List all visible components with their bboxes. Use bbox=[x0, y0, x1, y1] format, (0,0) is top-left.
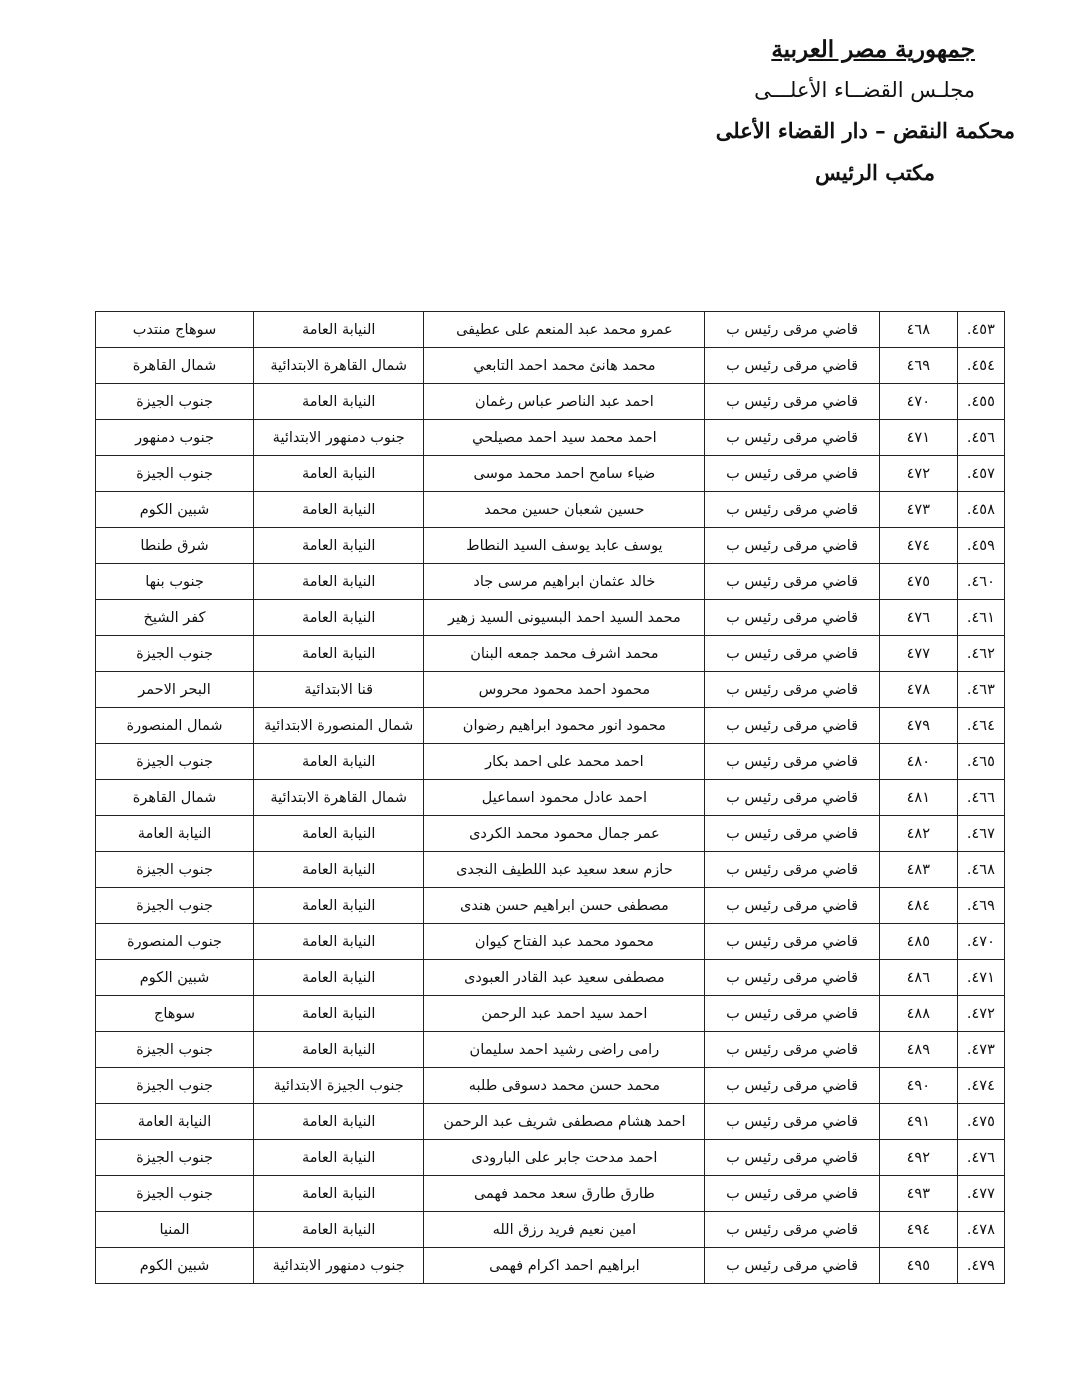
current-post-cell: النيابة العامة bbox=[254, 636, 424, 672]
title-cell: قاضي مرقى رئيس ب bbox=[705, 1212, 879, 1248]
new-post-cell: جنوب الجيزة bbox=[96, 384, 254, 420]
number-cell: ٤٨٤ bbox=[879, 888, 957, 924]
title-cell: قاضي مرقى رئيس ب bbox=[705, 924, 879, 960]
sequence-cell: ٤٦٧. bbox=[957, 816, 1004, 852]
name-cell: محمد حسن محمد دسوقى طلبه bbox=[424, 1068, 705, 1104]
number-cell: ٤٩٠ bbox=[879, 1068, 957, 1104]
new-post-cell: جنوب الجيزة bbox=[96, 888, 254, 924]
number-cell: ٤٨٢ bbox=[879, 816, 957, 852]
title-cell: قاضي مرقى رئيس ب bbox=[705, 492, 879, 528]
new-post-cell: شرق طنطا bbox=[96, 528, 254, 564]
number-cell: ٤٨٦ bbox=[879, 960, 957, 996]
title-cell: قاضي مرقى رئيس ب bbox=[705, 1140, 879, 1176]
table-row bbox=[96, 384, 1005, 420]
sequence-cell: ٤٧١. bbox=[957, 960, 1004, 996]
title-cell: قاضي مرقى رئيس ب bbox=[705, 996, 879, 1032]
new-post-cell: جنوب دمنهور bbox=[96, 420, 254, 456]
number-cell: ٤٧٧ bbox=[879, 636, 957, 672]
sequence-cell: ٤٦٦. bbox=[957, 780, 1004, 816]
number-cell: ٤٨٨ bbox=[879, 996, 957, 1032]
new-post-cell: النيابة العامة bbox=[96, 816, 254, 852]
title-cell: قاضي مرقى رئيس ب bbox=[705, 1248, 879, 1284]
title-cell: قاضي مرقى رئيس ب bbox=[705, 672, 879, 708]
sequence-cell: ٤٦٣. bbox=[957, 672, 1004, 708]
new-post-cell: جنوب الجيزة bbox=[96, 744, 254, 780]
sequence-cell: ٤٧٦. bbox=[957, 1140, 1004, 1176]
sequence-cell: ٤٥٥. bbox=[957, 384, 1004, 420]
current-post-cell: النيابة العامة bbox=[254, 1212, 424, 1248]
new-post-cell: جنوب الجيزة bbox=[96, 1140, 254, 1176]
current-post-cell: شمال القاهرة الابتدائية bbox=[254, 348, 424, 384]
title-cell: قاضي مرقى رئيس ب bbox=[705, 420, 879, 456]
new-post-cell: جنوب الجيزة bbox=[96, 1032, 254, 1068]
new-post-cell: جنوب المنصورة bbox=[96, 924, 254, 960]
title-cell: قاضي مرقى رئيس ب bbox=[705, 744, 879, 780]
name-cell: احمد محمد سيد احمد مصيلحي bbox=[424, 420, 705, 456]
table-row bbox=[96, 744, 1005, 780]
name-cell: احمد مدحت جابر على البارودى bbox=[424, 1140, 705, 1176]
new-post-cell: سوهاج منتدب bbox=[96, 312, 254, 348]
name-cell: حسين شعبان حسين محمد bbox=[424, 492, 705, 528]
table-row bbox=[96, 708, 1005, 744]
table-row bbox=[96, 1248, 1005, 1284]
name-cell: محمود احمد محمود محروس bbox=[424, 672, 705, 708]
name-cell: مصطفى حسن ابراهيم حسن هندى bbox=[424, 888, 705, 924]
table-row bbox=[96, 312, 1005, 348]
number-cell: ٤٩٥ bbox=[879, 1248, 957, 1284]
sequence-cell: ٤٦٠. bbox=[957, 564, 1004, 600]
table-row bbox=[96, 1176, 1005, 1212]
title-cell: قاضي مرقى رئيس ب bbox=[705, 888, 879, 924]
number-cell: ٤٧٠ bbox=[879, 384, 957, 420]
new-post-cell: كفر الشيخ bbox=[96, 600, 254, 636]
title-cell: قاضي مرقى رئيس ب bbox=[705, 312, 879, 348]
number-cell: ٤٩٢ bbox=[879, 1140, 957, 1176]
table-row bbox=[96, 420, 1005, 456]
name-cell: احمد محمد على احمد بكار bbox=[424, 744, 705, 780]
sequence-cell: ٤٥٩. bbox=[957, 528, 1004, 564]
table-row bbox=[96, 780, 1005, 816]
current-post-cell: النيابة العامة bbox=[254, 492, 424, 528]
name-cell: رامى راضى رشيد احمد سليمان bbox=[424, 1032, 705, 1068]
title-cell: قاضي مرقى رئيس ب bbox=[705, 852, 879, 888]
sequence-cell: ٤٧٤. bbox=[957, 1068, 1004, 1104]
table-row bbox=[96, 564, 1005, 600]
number-cell: ٤٩١ bbox=[879, 1104, 957, 1140]
current-post-cell: قنا الابتدائية bbox=[254, 672, 424, 708]
new-post-cell: شبين الكوم bbox=[96, 492, 254, 528]
number-cell: ٤٧٢ bbox=[879, 456, 957, 492]
current-post-cell: النيابة العامة bbox=[254, 960, 424, 996]
sequence-cell: ٤٦١. bbox=[957, 600, 1004, 636]
current-post-cell: النيابة العامة bbox=[254, 852, 424, 888]
sequence-cell: ٤٦٢. bbox=[957, 636, 1004, 672]
number-cell: ٤٧٦ bbox=[879, 600, 957, 636]
current-post-cell: النيابة العامة bbox=[254, 1140, 424, 1176]
sequence-cell: ٤٥٨. bbox=[957, 492, 1004, 528]
name-cell: احمد هشام مصطفى شريف عبد الرحمن bbox=[424, 1104, 705, 1140]
new-post-cell: شمال القاهرة bbox=[96, 348, 254, 384]
current-post-cell: النيابة العامة bbox=[254, 456, 424, 492]
title-cell: قاضي مرقى رئيس ب bbox=[705, 456, 879, 492]
title-cell: قاضي مرقى رئيس ب bbox=[705, 528, 879, 564]
title-cell: قاضي مرقى رئيس ب bbox=[705, 1032, 879, 1068]
name-cell: عمر جمال محمود محمد الكردى bbox=[424, 816, 705, 852]
title-cell: قاضي مرقى رئيس ب bbox=[705, 1104, 879, 1140]
sequence-cell: ٤٥٤. bbox=[957, 348, 1004, 384]
number-cell: ٤٧١ bbox=[879, 420, 957, 456]
number-cell: ٤٧٤ bbox=[879, 528, 957, 564]
title-cell: قاضي مرقى رئيس ب bbox=[705, 708, 879, 744]
sequence-cell: ٤٦٩. bbox=[957, 888, 1004, 924]
name-cell: محمود محمد عبد الفتاح كيوان bbox=[424, 924, 705, 960]
name-cell: يوسف عابد يوسف السيد النطاط bbox=[424, 528, 705, 564]
current-post-cell: النيابة العامة bbox=[254, 528, 424, 564]
name-cell: خالد عثمان ابراهيم مرسى جاد bbox=[424, 564, 705, 600]
current-post-cell: النيابة العامة bbox=[254, 888, 424, 924]
current-post-cell: النيابة العامة bbox=[254, 924, 424, 960]
current-post-cell: النيابة العامة bbox=[254, 1032, 424, 1068]
new-post-cell: جنوب الجيزة bbox=[96, 456, 254, 492]
court-heading: محكمة النقض – دار القضاء الأعلى bbox=[715, 118, 1015, 143]
number-cell: ٤٨٠ bbox=[879, 744, 957, 780]
name-cell: ابراهيم احمد اكرام فهمى bbox=[424, 1248, 705, 1284]
new-post-cell: جنوب بنها bbox=[96, 564, 254, 600]
sequence-cell: ٤٦٨. bbox=[957, 852, 1004, 888]
name-cell: احمد سيد احمد عبد الرحمن bbox=[424, 996, 705, 1032]
table-row bbox=[96, 348, 1005, 384]
number-cell: ٤٧٩ bbox=[879, 708, 957, 744]
sequence-cell: ٤٥٣. bbox=[957, 312, 1004, 348]
country-heading: جمهورية مصر العربية bbox=[771, 36, 975, 63]
sequence-cell: ٤٥٦. bbox=[957, 420, 1004, 456]
table-row bbox=[96, 636, 1005, 672]
title-cell: قاضي مرقى رئيس ب bbox=[705, 564, 879, 600]
number-cell: ٤٧٥ bbox=[879, 564, 957, 600]
table-row bbox=[96, 996, 1005, 1032]
table-row bbox=[96, 1140, 1005, 1176]
name-cell: احمد عبد الناصر عباس رغمان bbox=[424, 384, 705, 420]
judges-table-body bbox=[96, 312, 1005, 1284]
new-post-cell: جنوب الجيزة bbox=[96, 1068, 254, 1104]
table-row bbox=[96, 1068, 1005, 1104]
table-row bbox=[96, 852, 1005, 888]
office-heading: مكتب الرئيس bbox=[815, 160, 935, 185]
table-row bbox=[96, 672, 1005, 708]
name-cell: عمرو محمد عبد المنعم على عطيفى bbox=[424, 312, 705, 348]
name-cell: احمد عادل محمود اسماعيل bbox=[424, 780, 705, 816]
name-cell: حازم سعد سعيد عبد اللطيف النجدى bbox=[424, 852, 705, 888]
new-post-cell: جنوب الجيزة bbox=[96, 852, 254, 888]
name-cell: محمد اشرف محمد جمعه البنان bbox=[424, 636, 705, 672]
number-cell: ٤٦٩ bbox=[879, 348, 957, 384]
sequence-cell: ٤٧٧. bbox=[957, 1176, 1004, 1212]
number-cell: ٤٨١ bbox=[879, 780, 957, 816]
new-post-cell: جنوب الجيزة bbox=[96, 636, 254, 672]
table-row bbox=[96, 960, 1005, 996]
number-cell: ٤٧٨ bbox=[879, 672, 957, 708]
new-post-cell: جنوب الجيزة bbox=[96, 1176, 254, 1212]
number-cell: ٤٩٤ bbox=[879, 1212, 957, 1248]
new-post-cell: شبين الكوم bbox=[96, 1248, 254, 1284]
current-post-cell: جنوب دمنهور الابتدائية bbox=[254, 420, 424, 456]
new-post-cell: سوهاج bbox=[96, 996, 254, 1032]
title-cell: قاضي مرقى رئيس ب bbox=[705, 384, 879, 420]
title-cell: قاضي مرقى رئيس ب bbox=[705, 1068, 879, 1104]
table-row bbox=[96, 1104, 1005, 1140]
number-cell: ٤٨٩ bbox=[879, 1032, 957, 1068]
table-row bbox=[96, 816, 1005, 852]
new-post-cell: المنيا bbox=[96, 1212, 254, 1248]
table-row bbox=[96, 1032, 1005, 1068]
new-post-cell: شمال القاهرة bbox=[96, 780, 254, 816]
sequence-cell: ٤٧٥. bbox=[957, 1104, 1004, 1140]
title-cell: قاضي مرقى رئيس ب bbox=[705, 348, 879, 384]
name-cell: محمد السيد احمد البسيونى السيد زهير bbox=[424, 600, 705, 636]
current-post-cell: النيابة العامة bbox=[254, 384, 424, 420]
table-row bbox=[96, 456, 1005, 492]
current-post-cell: النيابة العامة bbox=[254, 744, 424, 780]
table-row bbox=[96, 600, 1005, 636]
sequence-cell: ٤٧٣. bbox=[957, 1032, 1004, 1068]
sequence-cell: ٤٦٤. bbox=[957, 708, 1004, 744]
new-post-cell: البحر الاحمر bbox=[96, 672, 254, 708]
council-heading: مجلـس القضــاء الأعلـــى bbox=[754, 78, 975, 102]
title-cell: قاضي مرقى رئيس ب bbox=[705, 960, 879, 996]
current-post-cell: شمال المنصورة الابتدائية bbox=[254, 708, 424, 744]
sequence-cell: ٤٧٠. bbox=[957, 924, 1004, 960]
table-row bbox=[96, 528, 1005, 564]
name-cell: ضياء سامح احمد محمد موسى bbox=[424, 456, 705, 492]
title-cell: قاضي مرقى رئيس ب bbox=[705, 600, 879, 636]
name-cell: محمود انور محمود ابراهيم رضوان bbox=[424, 708, 705, 744]
title-cell: قاضي مرقى رئيس ب bbox=[705, 816, 879, 852]
table-row bbox=[96, 924, 1005, 960]
number-cell: ٤٨٣ bbox=[879, 852, 957, 888]
number-cell: ٤٩٣ bbox=[879, 1176, 957, 1212]
title-cell: قاضي مرقى رئيس ب bbox=[705, 636, 879, 672]
name-cell: طارق طارق سعد محمد فهمى bbox=[424, 1176, 705, 1212]
judges-table bbox=[95, 311, 1005, 1284]
current-post-cell: النيابة العامة bbox=[254, 564, 424, 600]
name-cell: مصطفى سعيد عبد القادر العبودى bbox=[424, 960, 705, 996]
current-post-cell: جنوب دمنهور الابتدائية bbox=[254, 1248, 424, 1284]
table-row bbox=[96, 888, 1005, 924]
sequence-cell: ٤٧٩. bbox=[957, 1248, 1004, 1284]
current-post-cell: النيابة العامة bbox=[254, 1176, 424, 1212]
table-row bbox=[96, 1212, 1005, 1248]
current-post-cell: النيابة العامة bbox=[254, 816, 424, 852]
number-cell: ٤٨٥ bbox=[879, 924, 957, 960]
title-cell: قاضي مرقى رئيس ب bbox=[705, 1176, 879, 1212]
current-post-cell: النيابة العامة bbox=[254, 1104, 424, 1140]
current-post-cell: النيابة العامة bbox=[254, 600, 424, 636]
new-post-cell: شبين الكوم bbox=[96, 960, 254, 996]
title-cell: قاضي مرقى رئيس ب bbox=[705, 780, 879, 816]
current-post-cell: النيابة العامة bbox=[254, 996, 424, 1032]
current-post-cell: النيابة العامة bbox=[254, 312, 424, 348]
sequence-cell: ٤٧٨. bbox=[957, 1212, 1004, 1248]
sequence-cell: ٤٧٢. bbox=[957, 996, 1004, 1032]
name-cell: محمد هانئ محمد احمد التابعي bbox=[424, 348, 705, 384]
new-post-cell: النيابة العامة bbox=[96, 1104, 254, 1140]
sequence-cell: ٤٦٥. bbox=[957, 744, 1004, 780]
table-row bbox=[96, 492, 1005, 528]
current-post-cell: شمال القاهرة الابتدائية bbox=[254, 780, 424, 816]
current-post-cell: جنوب الجيزة الابتدائية bbox=[254, 1068, 424, 1104]
new-post-cell: شمال المنصورة bbox=[96, 708, 254, 744]
number-cell: ٤٧٣ bbox=[879, 492, 957, 528]
number-cell: ٤٦٨ bbox=[879, 312, 957, 348]
sequence-cell: ٤٥٧. bbox=[957, 456, 1004, 492]
name-cell: امين نعيم فريد رزق الله bbox=[424, 1212, 705, 1248]
